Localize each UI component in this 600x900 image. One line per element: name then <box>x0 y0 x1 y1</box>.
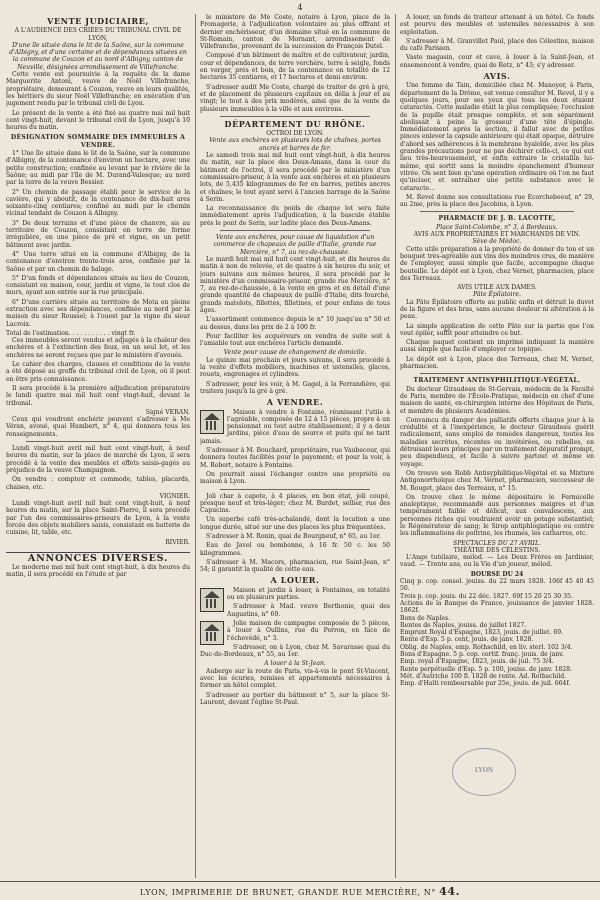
paragraph-text: Jolie maison de campagne composée de 5 pièces, à louer à Oullins, rue du Perron, en face de l'échevédé, n° 3. <box>227 619 390 642</box>
bourse-row: Bons d'Espagne. 5 p. cop. certif. franç. jouis. de janv. <box>400 651 564 659</box>
paragraph: 6° D'une carrière située au territoire de Mota en pleine extraction avec ses dépendances, confinée au nord par la maison du sieur Roussel; à l'ouest par la vigne du sieur Lacroix. <box>6 298 190 328</box>
paragraph-text: Maison à vendre à Fontaine, réunissant l'utile à l'agréable, composée de 12 à 15 pièces, propre à un pensionnat ou tout autre établissement; il y a deux jardins, pièce d'eau de source et puits qui ne tarit jamais. <box>200 408 390 445</box>
paragraph: Un superbe café très-achalandé, dont la location a une longue durée, situé sur une des places les plus fréquentées. <box>200 516 390 531</box>
paragraph: A louer, un fonds de traiteur attenant à un hôtel. Ce fonds est pourvu des meubles et ustensiles nécessaires à son exploitation. <box>400 14 594 36</box>
notice-intro: D'une île située dans le lit de la Saône, sur la commune d'Albigny, et d'une certaine et de dépendances situées en la commune de Couzon et au nord d'Albigny, canton de Neuville, désignées arrondissement de Villefranche. <box>9 41 187 71</box>
notice-title: Sève de Médoc. <box>472 238 522 246</box>
signature: Signé VERAN. <box>145 408 190 416</box>
paragraph: L'Ange tutélaire, mélod. — Les Deux Frères en Jardinier, vaud. — Trente ans, ou la Vie d'un joueur, mélod. <box>400 554 594 569</box>
separator <box>420 211 574 212</box>
paragraph: Composé d'un bâtiment de maître et de cultivateur, jardin, cour et dépendances, de terre verchère, terre à seigle, fonds en verger, prés et bois, de la contenance en totalité de 12 hectares 35 centiares, et 17 hectares et demi environ. <box>200 52 390 82</box>
paragraph: Joli char à capote, à 4 places, en bon état, joli coupé, presque neuf et très-léger; chez M. Burdet, sellier, rue des Capucins. <box>200 492 390 515</box>
paragraph: Le moderne mai mil huit cent vingt-huit, à dix heures du matin, il sera procédé en l'étude et par <box>6 564 190 579</box>
heading-designation: DÉSIGNATION SOMMAIRE DES IMMEUBLES A VENDRE. <box>10 134 186 149</box>
heading-spectacles: SPECTACLES DU 27 AVRIL. <box>453 539 541 547</box>
notice-title: Vente aux enchères, pour cause de liquidation d'un commerce de chapeaux de paille d'Italie, grande rue Mercière, n° 7, au rez-de-chaussée. <box>213 234 377 256</box>
heading-avis: AVIS. <box>483 71 511 82</box>
paragraph: Ceux qui voudront enchérir peuvent s'adresser à Me Véran, avoué, quai Humbert, n° 4, qui donnera tous les renseignements. <box>6 416 190 438</box>
paragraph: Chaque paquet contient un imprimé indiquant la manière aussi simple que facile d'employer ce topique. <box>400 339 594 354</box>
subheading: A L'AUDIENCE DES CRIÉES DU TRIBUNAL CIVIL DE LYON, <box>14 27 182 42</box>
paragraph: 3° De deux terrains et d'une pièce de chanvre, sis au territoire de Couzon, consistant en terre de forme irrégulière, en une pièce de pré et vigne, en un petit bâtiment avec jardin. <box>6 219 190 249</box>
paragraph: S'adresser à Mad. veuve Berthonie, quai des Augustins, n° 69. <box>227 603 390 618</box>
footer-text: LYON, IMPRIMERIE DE BRUNET, GRANDE RUE MERCIÈRE, N° <box>139 888 437 897</box>
paragraph: Auberge sur la route de Paris, vis-à-vis le pont St-Vincent, avec les écuries, remises et appartements nécessaires à former un hôtel complet. <box>200 667 390 690</box>
paragraph: Lundi vingt-huit avril mil huit cent vingt-huit, à neuf heures du matin, sur la place Saint-Pierre, il sera procédé par l'un des commissaires-priseurs de Lyon, à la vente forcée des objets mobiliers saisis, consistant en batterie de cuisine, lit, table, etc. <box>6 500 190 537</box>
bourse-row: Trois p. cop. jouis. du 22 déc. 1827. 69f 15 20 25 30 35. <box>400 592 573 600</box>
bourse-row: Bons de Naples. <box>400 614 451 622</box>
paragraph: Eau de Javel ou bombonne, à 16 fr. 50 c. les 50 kilogrammes. <box>200 542 390 557</box>
issue-number: 44. <box>439 885 461 898</box>
column-rule <box>395 14 396 878</box>
bourse-list <box>400 578 594 687</box>
bourse-row: Mét. d'Autriche 100 fl. 1828 de rente. Ad. Rothschild. <box>400 672 567 680</box>
house-icon <box>200 410 224 434</box>
notice-title: Vente aux enchères en plusieurs lots de chaînes, portes ancrés et barres de fer. <box>209 137 381 152</box>
separator <box>420 373 574 374</box>
paragraph: Cette utile préparation a la propriété de donner du ton et un bouquet très-agréable aux vins des moindres crus, de manière de l'employer, aussi simple que facile, accompagne chaque bouteille. Le dépôt est à Lyon, chez Vernet, pharmacien, place des Terreaux. <box>400 245 594 282</box>
heading-pharmacie: PHARMACIE DE J. B. LACOTTE, <box>438 215 556 223</box>
paragraph: Vaste magasin, cour et cave, à louer à la Saint-Jean, et ensemencent à vendre, quai de Retz, n° 43; s'y adresser. <box>400 54 594 69</box>
house-icon <box>200 621 224 645</box>
paragraph: Cette vente est poursuivie à la requête de la dame Marguerite Antoni, veuve de Noël Villefranche, propriétaire, demeurant à Couzon, veuve en leurs qualités, les héritiers du sieur Noël Villefranche; en exécution d'un jugement rendu par le tribunal civil de Lyon. <box>6 71 190 108</box>
paragraph: Il sera procédé à la première adjudication préparatoire le lundi quatre mai mil huit cent vingt-huit, devant le tribunal. <box>6 384 190 407</box>
paragraph: 5° D'un fonds et dépendances situés au lieu de Couzon, consistant en maison, cour, jardin et vigne, le tout clos de murs, ayant son entrée sur la rue principale. <box>6 274 190 297</box>
paragraph-text: Maison et jardin à louer, à Fontaines, en totalité ou en plusieurs parties. <box>227 586 390 602</box>
signature: VIGNIER. <box>159 492 190 500</box>
bourse-row: Actions de la Banque de France, jouissance de janvier 1828. 1862f. <box>400 599 594 615</box>
bourse-row: Oblig. de Naples, emp. Rothschild, en liv. sterl. 102 3/4. <box>400 643 573 651</box>
paragraph: S'adresser au portier du bâtiment n° 5, sur la place St-Laurent, devant l'église St-Paul. <box>200 691 390 706</box>
paragraph: Lundi vingt-huit avril mil huit cent vingt-huit, à neuf heures du matin, sur la place de marché de Lyon, il sera procédé à la vente des meubles et effets saisis-gagés au préjudice de la veuve Champagnon. <box>6 445 190 474</box>
paragraph: Le dépôt est à Lyon, place des Terreaux, chez M. Vernet, pharmacien. <box>400 355 594 371</box>
paragraph: Ces immeubles seront vendus et adjugés à la chaleur des enchères et à l'extinction des feux, en un seul lot, et les enchères ne seront reçues que par le ministère d'avoués. <box>6 337 190 359</box>
paragraph: S'adresser à M. Macors, pharmacien, rue Saint-Jean, n° 54; il garantit la qualité de cette eau. <box>200 558 390 574</box>
notice-title: Pâte Épilatoire. <box>473 291 521 299</box>
subheading: Place Saint-Colombe, n° 3, à Bordeaux. <box>436 223 558 231</box>
notice-title: A louer à la St-Jean. <box>264 660 326 668</box>
printer-footer <box>0 881 600 898</box>
bourse-row: Rentes de Naples, jouiss. de juillet 1827. <box>400 621 527 629</box>
paragraph: On pourrait aussi l'échanger contre une propriété ou maison à Lyon. <box>200 470 390 486</box>
paragraph: Du docteur Giraudeau de St-Gervais, médecin de la Faculté de Paris, membre de l'École-Pratique, médecin en chef d'une maison de santé, ex-chirurgien interne des Hôpitaux de Paris, et membre de plusieurs Académies. <box>400 385 594 415</box>
paragraph: La simple application de cette Pâte sur la partie que l'on veut épiler, suffit pour atteindre ce but. <box>400 322 594 337</box>
paragraph: S'adresser à M. Bouchard, propriétaire, rue Vaubecour, qui donnera toutes facilités pour le payement; et pour la voir, à M. Robert, notaire à Fontaine. <box>200 447 390 469</box>
paragraph: Le présent de la vente a été fixé au quatre mai mil huit cent vingt-huit, devant le tribunal civil de Lyon, jusqu'à 10 heures du matin. <box>6 109 190 132</box>
subheading: THÉÂTRE DES CÉLESTINS. <box>453 546 541 554</box>
bourse-row: Rente perpétuelle d'Esp. 5 p. 100, jouiss. de janv. 1828. <box>400 665 572 673</box>
paragraph: La Pâte Épilatoire offerte au public enfin et détruit le duvet de la figure et des bras, sans aucune douleur ni altération à la peau. <box>400 298 594 321</box>
paragraph: Pour faciliter les acquéreurs on vendra de suite soit à l'amiable tout aux enchères l'article demandé. <box>200 332 390 348</box>
paragraph-with-house <box>200 409 390 445</box>
paragraph: Convaincu du danger des palliatifs offerts chaque jour à la crédulité et à l'inexpérience, le docteur Giraudeau guérit radicalement, sans emploi de remèdes dangereux, toutes les maladies secrètes, récentes ou invétérées, ou rebelles, en détruisant leurs principes par un traitement dépuratif prompt, peu dispendieux, et facile à suivre partout et même en voyage. <box>400 416 594 468</box>
heading-avis-utile: AVIS UTILE AUX DAMES. <box>457 284 537 292</box>
paragraph: 2° Un chemin de passage établi pour le service de la cavière, qui y aboutit, de la contenance de dix-huit ares soixante-cinq centiares; confiné au midi par le chemin vicinal tendant de Couzon à Albigny. <box>6 188 190 218</box>
paragraph: 4° Une terre situé en la commune d'Albigny, de la contenance d'environ trente-trois ares, confinée par la Saône et par un chemin de halage. <box>6 250 190 273</box>
library-stamp <box>452 748 516 796</box>
paragraph: Le cahier des charges, clauses et conditions de la vente a été déposé au greffe du tribunal civil de Lyon, où il peut en être pris connaissance. <box>6 361 190 383</box>
paragraph: M. Revel donne ses consultations rue Ecorcheboeuf, n° 29, au 2me, près la place des Jacobins, à Lyon. <box>400 193 594 209</box>
heading-a-vendre: A VENDRE. <box>266 397 324 408</box>
paragraph: le ministère de Me Coste, notaire à Lyon, place de la Fromagerie, à l'adjudication volontaire au plus offrant et dernier enchérisseur, d'un domaine situé en la commune de St-Romain, canton de Mornant, arrondissement de Villefranche, provenant de la succession de François Dutel. <box>200 14 390 51</box>
paragraph: On vendra : comptoir et commode, tables, placards, chaises, etc. <box>6 476 190 491</box>
paragraph: S'adresser audit Me Coste, chargé de traiter de gré à gré, et de placement de plusieurs capitaux en délia à jour et au vingt; le tout à des prix modérés, ainsi que de la vente de plusieurs immeubles à la ville et aux environs. <box>200 83 390 113</box>
paragraph-with-house <box>200 587 390 602</box>
paragraph: L'assortiment commence depuis le n° 10 jusqu'au n° 50 et au dessus, dans les prix de 2 à 100 fr. <box>200 316 390 331</box>
column-rule <box>195 14 196 878</box>
bourse-row: Emprunt Royal d'Espagne, 1823, jouis. de juillet. 69. <box>400 629 564 637</box>
bourse-row: Emp. d'Haïti remboursable par 25e, jouis. de juil. 664f. <box>400 680 571 688</box>
subheading: OCTROI DE LYON. <box>266 130 324 138</box>
paragraph: 1° Une île située dans le lit de la Saône, sur la commune d'Albigny, de la contenance d'environ un hectare, avec une petite construction; confinée au levant par le rivière de la Saône; au midi par l'île de M. Durand-Valesque; au nord par la terre de la veuve Bessier. <box>6 150 190 187</box>
heading-annonces-diverses: ANNONCES DIVERSES. <box>6 552 190 562</box>
bourse-row: Emp. royal d'Espagne, 1823, jouis. de juil. 75 3/4. <box>400 658 554 666</box>
separator <box>220 230 370 231</box>
house-icon <box>200 588 224 612</box>
estimation-total: Total de l'estimation. . . . . . . . . . . vingt fr. <box>6 329 136 337</box>
notice-title: Vente pour cause de changement de domicile. <box>223 349 367 357</box>
paragraph: Le samedi trois mai mil huit cent vingt-huit, à dix heures du matin, sur la place des Deux-Amans, dans la cour du bâtiment de l'octroi, il sera procédé par le ministère d'un commissaire-priseur, à la vente aux enchères et en plusieurs lots, de 5,435 kilogrammes de fer en barres, petites ancres et chaînes; le tout ayant servi à l'ancien barrage de la Saône à Serin. <box>200 152 390 203</box>
heading-vente-judiciaire: VENTE JUDICIAIRE, <box>47 16 149 26</box>
bourse-row: Cinq p. cop. consol. jouiss. du 22 mars 1828. 106f 45 40 45 50. <box>400 578 594 593</box>
subheading: AVIS AUX PROPRIÉTAIRES ET MARCHANDS DE VIN. <box>413 231 581 239</box>
paragraph: S'adresser à M. Ronin, quai de Bourgneuf, n° 65, au 1er. <box>206 533 381 540</box>
bourse-row: Rente d'Esp. 5 p. cent, jouis. de janv. 1828. <box>400 636 534 644</box>
column-1 <box>6 14 190 878</box>
paragraph: On trouve chez le même dépositaire le Fermicelle analeptique, recommandé aux personnes maigres et d'un tempérament faible et délicat, aux convalescens, aux personnes riches qui voudraient avoir un potage substantiel; le Régénérateur de sang; le Sirop antiphlogistique ou contre les inflammations de poitrine, les rhumes, les catharres, etc. <box>400 493 594 538</box>
paragraph: S'adresser à M. Granvillet Paul, place des Célestins, maison du café Parisien. <box>400 37 594 53</box>
paragraph-with-house <box>200 620 390 642</box>
paragraph: S'adresser, pour les voir, à M. Gagel, à la Ferrandière, qui traitera jusqu'à la gré à gré. <box>200 380 390 395</box>
column-2 <box>200 14 390 878</box>
heading-bourse: BOURSE DU 24 <box>470 570 524 578</box>
separator <box>220 489 370 490</box>
signature: RIVIER. <box>165 538 190 546</box>
paragraph: Le quinze mai prochain et jours suivans, il sera procédé à la vente d'effets mobiliers, machines et ustensiles, glaces, rouets, engrenages et cylindres. <box>200 356 390 379</box>
page-number: 4 <box>297 3 303 12</box>
heading-a-louer: A LOUER. <box>270 575 320 586</box>
paragraph: La reconnaissance du poids de chaque lot sera faite immédiatement après l'adjudication, à la bascule établie près le pont de Serin, sur ladite place des Deux-Amans. <box>200 205 390 227</box>
paragraph: On trouve son Robb Antisyphilitique-Végétal et sa Mixture Antigonorrhoïque chez M. Vernet, pharmacien, successeur de M. Rouget, place des Terreaux, n° 15. <box>400 469 594 492</box>
paragraph: S'adresser, on à Lyon, chez M. Savarasse quai du Duc-de-Bordeaux, n° 55, au 1er. <box>200 643 390 659</box>
stamp-text: LYON <box>474 767 494 774</box>
paragraph: Une femme de Tain, domiciliée chez M. Manoyer, à Paris, département de la Drôme, est venue consulter M. Revel, il y a quelques jours, pour ses yeux qui tous les deux étaient cataractés. Cette maladie était la plus compliquée; l'occlusion de la pupille était presque complète, et son séparément abolissait à peine la grosseur d'une tête d'épingle. Immédiatement après la section, il fallut avec de petites pinces enlever la capsule antérieure qui était opaque, détruire d'abord ses adhérences à la membrane hyaloïde, avec les plus grandes précautions pour ne pas déchirer celle-ci, ce qui eut lieu très-heureusement, et enfin extraire le cristallin lui-même, qui sortit sans la moindre épanchement d'humeur vitrée. On sent bien qu'une opération ordinaire où l'on ne faut qu'inciser, et entraîner une petite substance avec le cataracte... <box>400 82 594 192</box>
separator <box>26 441 170 442</box>
heading-departement: DÉPARTEMENT DU RHÔNE. <box>224 118 366 129</box>
column-3 <box>400 14 594 878</box>
paragraph: Le mardi huit mai mil huit cent vingt-huit, et dix heures du matin à non de relevée, et de quatre à six heures du soir, et jours suivans aux mêmes heures, il sera procédé par le ministère d'un commissaire-priseur, grande rue Mercière, n° 7, au rez-de-chaussée, à la vente en gros et en détail d'une grande quantité de chapeaux de paille d'Italie, dits fourché, grands matelots, fillettes, filletines, et pour enfans de tous âges. <box>200 255 390 314</box>
heading-traitement: TRAITEMENT ANTISYPHILITIQUE-VÉGÉTAL. <box>413 377 581 385</box>
separator <box>220 116 370 117</box>
